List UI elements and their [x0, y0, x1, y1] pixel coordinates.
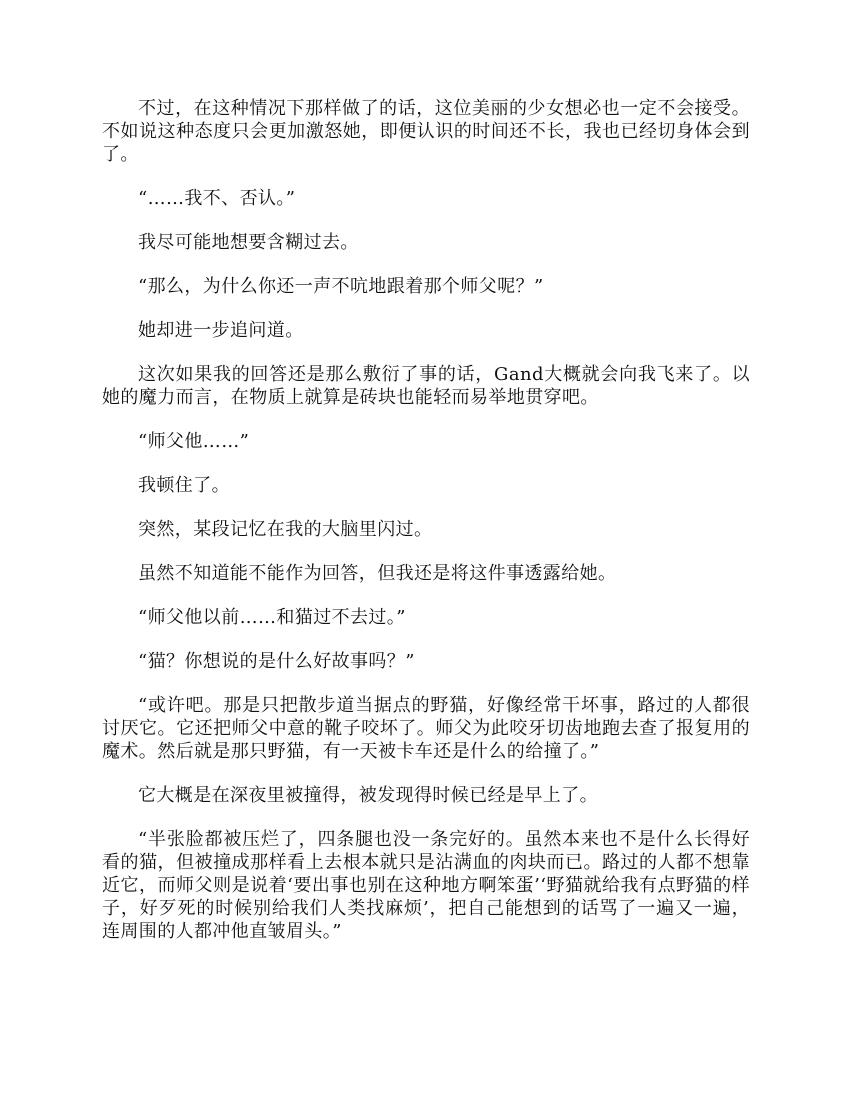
paragraph: 这次如果我的回答还是那么敷衍了事的话，Gand大概就会向我飞来了。以她的魔力而言，在物质上就算是砖块也能轻而易举地贯穿吧。: [102, 364, 750, 408]
paragraph: “师父他以前……和猫过不去过。”: [138, 607, 406, 628]
paragraph: “或许吧。那是只把散步道当据点的野猫，好像经常干坏事，路过的人都很讨厌它。它还把师父中意的靴子咬坏了。师父为此咬牙切齿地跑去查了报复用的魔术。然后就是那只野猫，有一天被卡车还是什么的给撞了。”: [102, 695, 750, 762]
paragraph: “半张脸都被压烂了，四条腿也没一条完好的。虽然本来也不是什么长得好看的猫，但被撞成那样看上去根本就只是沾满血的肉块而已。路过的人都不想靠近它，而师父则是说着‘要出事也别在这种地方啊笨蛋’‘野猫就给我有点野猫的样子，好歹死的时候别给我们人类找麻烦’，把自己能想到的话骂了一遍又一遍，连周围的人都冲他直皱眉头。”: [102, 829, 750, 942]
paragraph: 我顿住了。: [138, 475, 230, 496]
paragraph: 突然，某段记忆在我的大脑里闪过。: [138, 519, 433, 540]
paragraph: “……我不、否认。”: [138, 188, 296, 209]
paragraph: “猫？你想说的是什么好故事吗？”: [138, 651, 415, 672]
paragraph: 它大概是在深夜里被撞得，被发现得时候已经是早上了。: [138, 785, 598, 806]
paragraph: “那么，为什么你还一声不吭地跟着那个师父呢？”: [138, 276, 544, 297]
paragraph: 虽然不知道能不能作为回答，但我还是将这件事透露给她。: [138, 563, 617, 584]
paragraph: 不过，在这种情况下那样做了的话，这位美丽的少女想必也一定不会接受。不如说这种态度只会更加激怒她，即便认识的时间还不长，我也已经切身体会到了。: [102, 98, 750, 165]
paragraph: 她却进一步追问道。: [138, 320, 304, 341]
paragraph: “师父他……”: [138, 431, 250, 452]
paragraph: 我尽可能地想要含糊过去。: [138, 232, 359, 253]
document-page: [102, 97, 750, 964]
